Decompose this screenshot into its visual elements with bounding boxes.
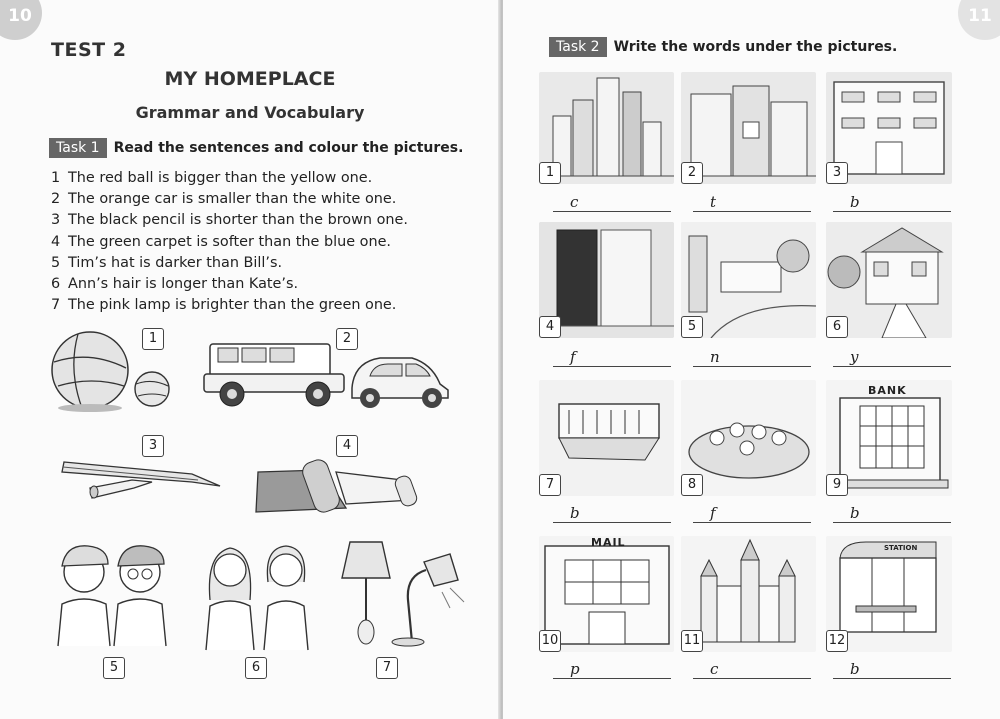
sentence: 1 The red ball is bigger than the yellow one. [51,170,373,186]
task-1-badge: Task 1 [49,138,107,158]
answer-line-8[interactable] [693,504,811,523]
picture-number-6: 6 [245,657,267,679]
mail-sign: MAIL [591,536,626,549]
answer-line-9[interactable] [833,504,951,523]
picture-neighbourhood-street [681,222,816,338]
answer-hint-letter: b [850,193,860,211]
picture-city-skyline [539,72,674,184]
picture-post-office [539,536,674,652]
answer-hint-letter: n [710,348,720,366]
answer-line-3[interactable] [833,193,951,212]
picture-flat-doorway [539,222,674,338]
answer-hint-letter: c [710,660,719,678]
picture-number-1: 1 [142,328,164,350]
bank-sign: BANK [868,384,907,397]
answer-hint-letter: p [570,660,580,678]
right-page [503,0,1000,719]
answer-hint-letter: y [850,348,859,366]
sentence: 4 The green carpet is softer than the blue one. [51,233,392,250]
answer-line-12[interactable] [833,660,951,679]
picture-number-8: 8 [681,474,703,496]
picture-number-1: 1 [539,162,561,184]
sentence: 6 Ann’s hair is longer than Kate’s. [51,275,299,292]
answer-line-10[interactable] [553,660,671,679]
answer-line-5[interactable] [693,348,811,367]
answer-line-7[interactable] [553,504,671,523]
answer-hint-letter: b [850,504,860,522]
picture-house-with-yard [826,222,952,338]
page-number-right: 11 [958,0,1000,40]
picture-bus-stop [826,536,952,652]
carpets-illustration [252,458,422,520]
answer-line-4[interactable] [553,348,671,367]
picture-number-5: 5 [103,657,125,679]
cars-illustration [202,338,454,412]
section-title: Grammar and Vocabulary [135,103,365,122]
task-1-header [49,138,463,158]
task-2-header [549,37,897,57]
picture-number-2: 2 [681,162,703,184]
answer-hint-letter: t [710,193,717,211]
picture-number-3: 3 [826,162,848,184]
answer-line-2[interactable] [693,193,811,212]
picture-bank [826,380,952,496]
station-sign: STATION [884,544,918,552]
answer-hint-letter: c [570,193,579,211]
picture-number-6: 6 [826,316,848,338]
sentence: 7 The pink lamp is brighter than the green one. [51,297,397,314]
picture-balcony [539,380,674,496]
task-2-badge: Task 2 [549,37,607,57]
answer-hint-letter: b [570,504,580,522]
answer-hint-letter: f [710,504,716,522]
balls-illustration [48,328,178,412]
picture-castle [681,536,816,652]
picture-number-10: 10 [539,630,561,652]
page-number-left: 10 [0,0,42,40]
picture-number-12: 12 [826,630,848,652]
answer-line-6[interactable] [833,348,951,367]
task-2-instruction: Write the words under the pictures. [613,39,898,55]
girls-illustration [198,540,316,652]
picture-number-5: 5 [681,316,703,338]
sentence: 3 The black pencil is shorter than the brown one. [51,212,408,229]
lamps-illustration [336,540,470,648]
picture-number-9: 9 [826,474,848,496]
picture-number-2: 2 [336,328,358,350]
answer-hint-letter: b [850,660,860,678]
boys-illustration [48,538,176,648]
picture-building [826,72,952,184]
answer-hint-letter: f [570,348,576,366]
answer-line-1[interactable] [553,193,671,212]
picture-number-7: 7 [539,474,561,496]
sentence: 5 Tim’s hat is darker than Bill’s. [51,254,283,271]
answer-line-11[interactable] [693,660,811,679]
sentence-list [51,168,408,316]
picture-number-7: 7 [376,657,398,679]
picture-number-3: 3 [142,435,164,457]
unit-title: MY HOMEPLACE [164,68,336,90]
picture-number-11: 11 [681,630,703,652]
sentence: 2 The orange car is smaller than the white one. [51,191,397,208]
picture-number-4: 4 [336,435,358,457]
pencils-illustration [60,458,228,504]
picture-flowerbed [681,380,816,496]
picture-town-street [681,72,816,184]
test-label: TEST 2 [51,39,127,61]
task-1-instruction: Read the sentences and colour the pictures. [113,140,464,156]
picture-number-4: 4 [539,316,561,338]
